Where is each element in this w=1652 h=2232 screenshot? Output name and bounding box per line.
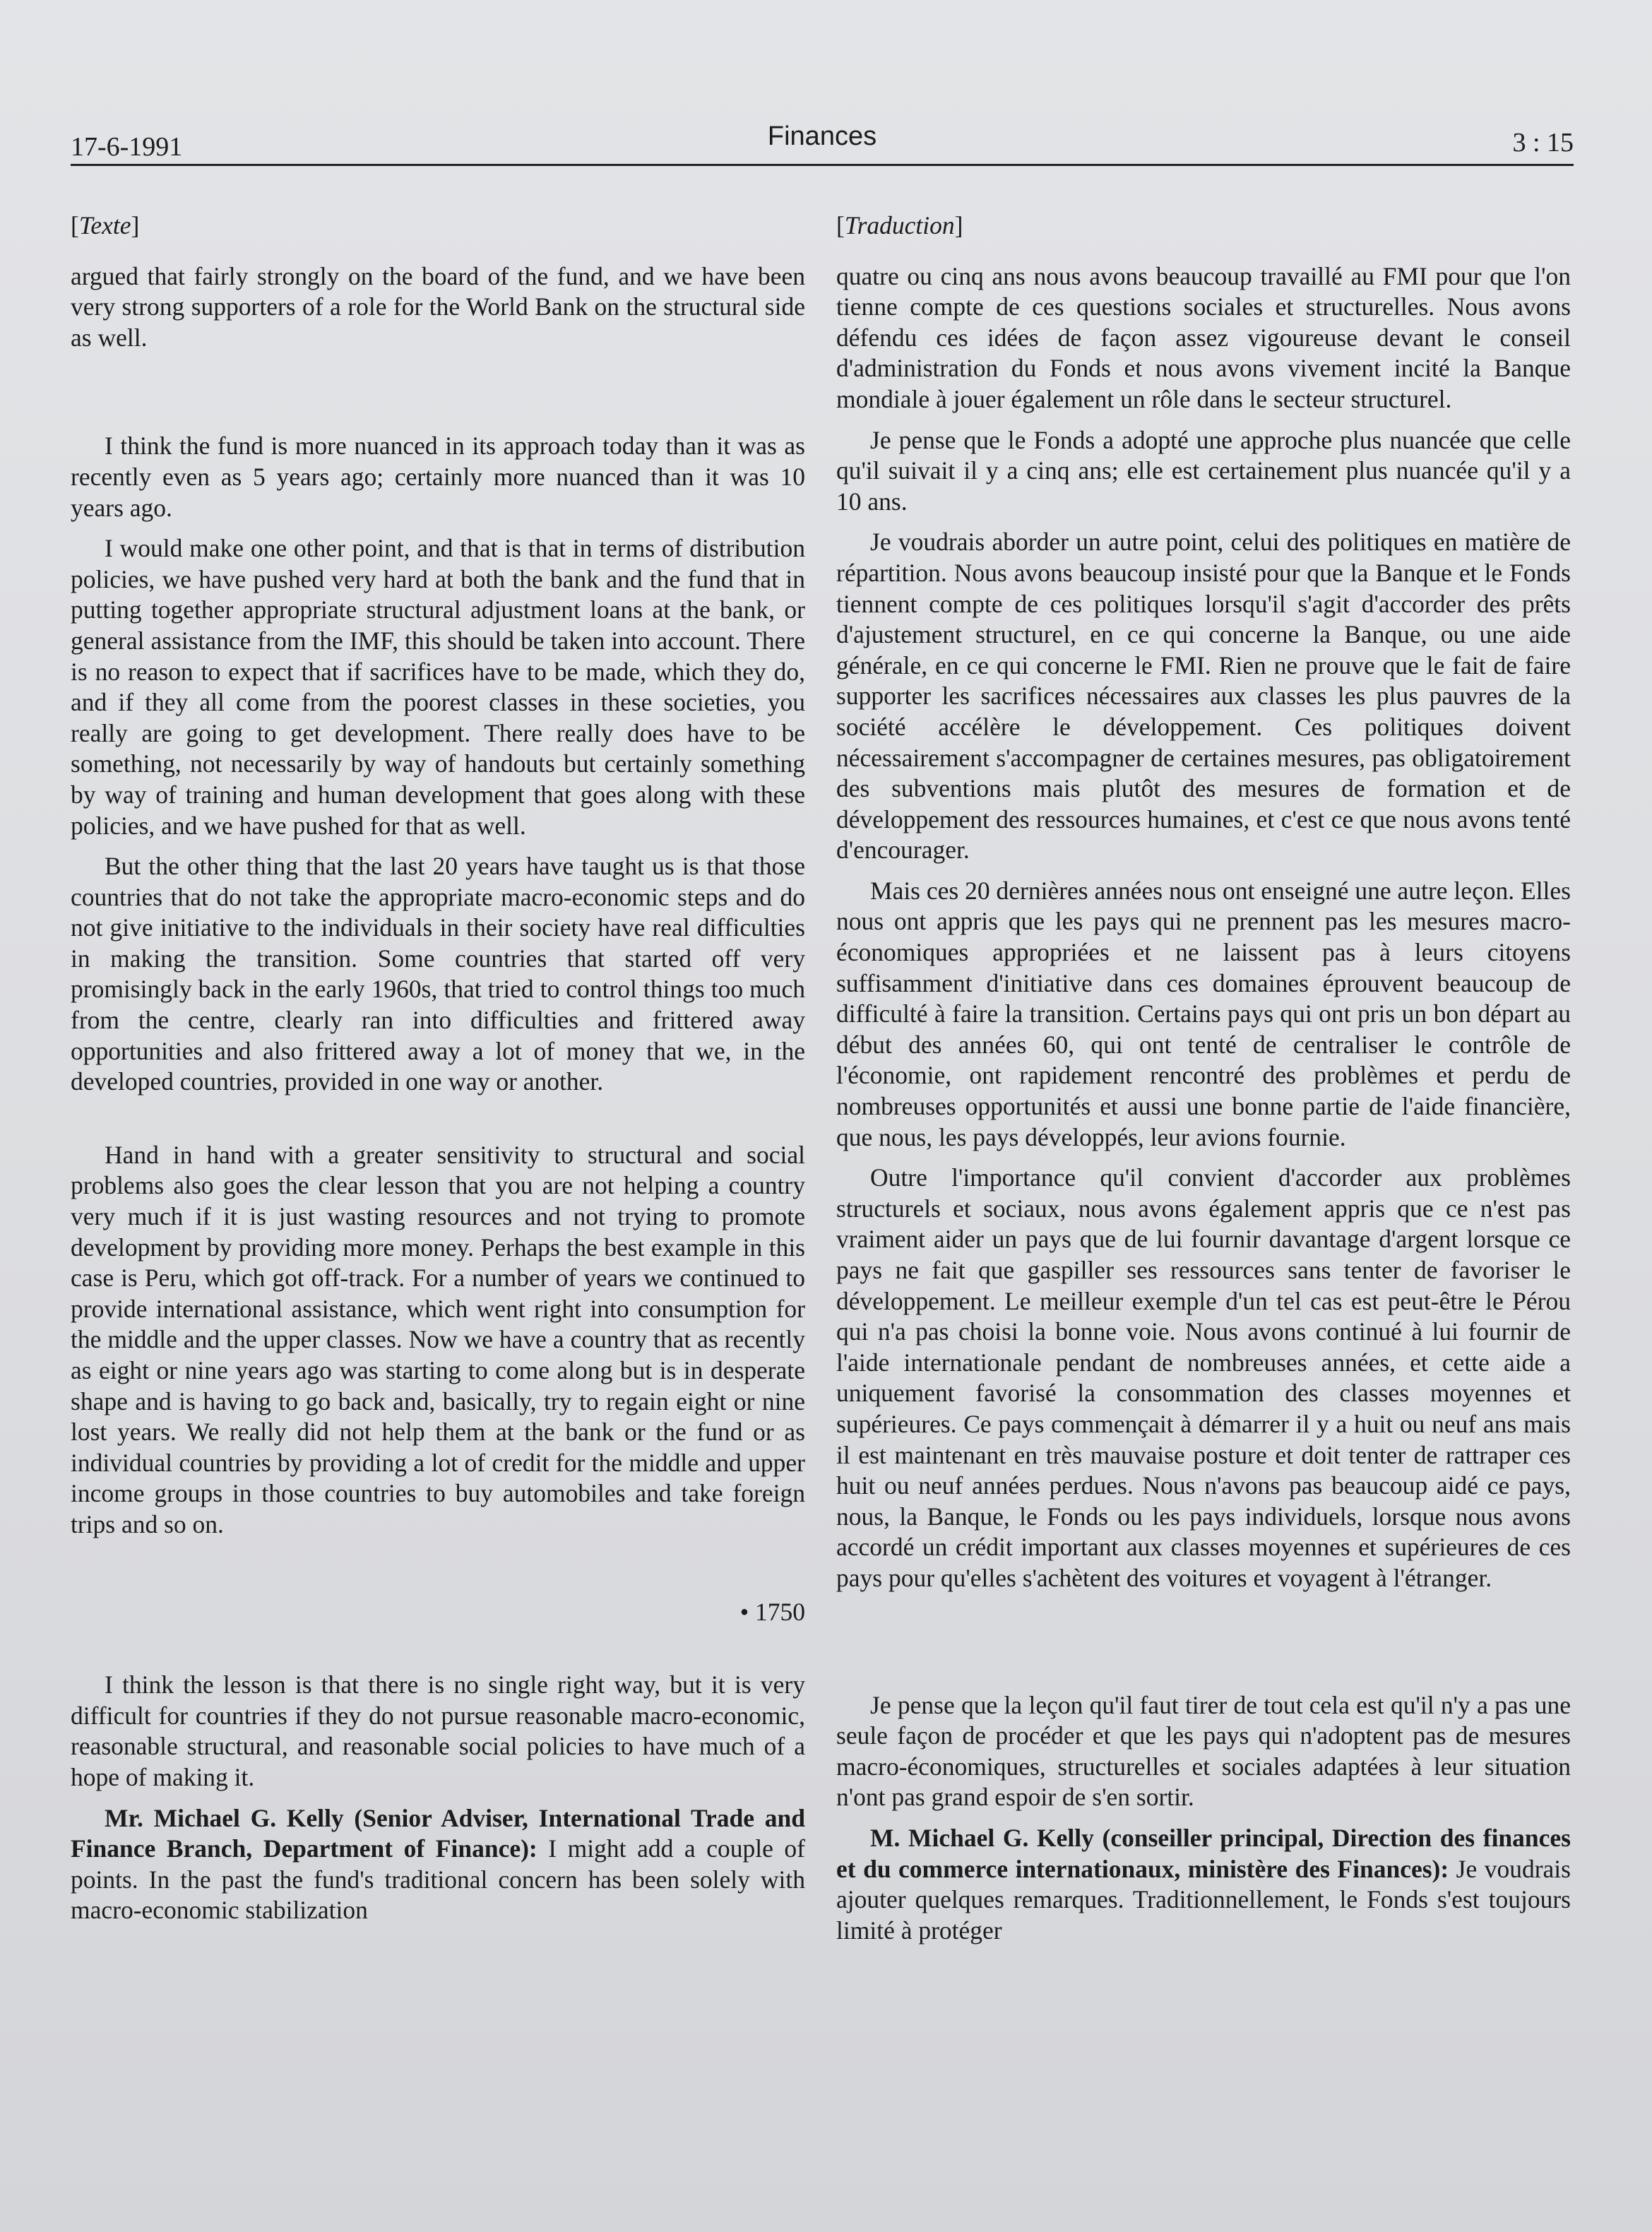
paragraph: Je pense que le Fonds a adopté une approche plus nuancée que celle qu'il suivait il y a cinq ans; elle est certainement plus nuancée qu'il y a 10 ans. (836, 425, 1571, 516)
column-label-traduction: [Traduction] (836, 211, 963, 239)
speaker-paragraph (71, 1803, 805, 1926)
column-label-texte: [Texte] (71, 211, 140, 239)
spacer (71, 1541, 805, 1597)
header-page-number: 3 : 15 (1512, 128, 1574, 158)
paragraph: argued that fairly strongly on the board of the fund, and we have been very strong supporters of a role for the World Bank on the structural side as well. (71, 261, 805, 352)
speaker-name: M. Michael G. Kelly (conseiller principal, Direction des finances et du commerce internationaux, ministère des Finances): (836, 1823, 1571, 1883)
page-header (71, 121, 1574, 166)
paragraph: I would make one other point, and that is that in terms of distribution policies, we have pushed very hard at both the bank and the fund that in putting together appropriate structural adjustment loans at the bank, or general assistance from the IMF, this should be taken into account. There is no reason to expect that if sacrifices have to be made, which they do, and if they all come from the poorest classes in these societies, you really are going to get development. There really does have to be something, not necessarily by way of handouts but certainly something by way of training and human development that goes along with these policies, and we have pushed for that as well. (71, 534, 805, 840)
header-title: Finances (767, 121, 877, 151)
paragraph: Je voudrais aborder un autre point, celui des politiques en matière de répartition. Nous avons beaucoup insisté pour que la Banque et le Fonds tiennent compte de ces politiques lorsqu'il s'agit d'accorder des prêts d'ajustement structurel, en ce qui concerne la Banque, ou une aide générale, en ce qui concerne le FMI. Rien ne prouve que le fait de faire supporter les sacrifices nécessaires aux classes les plus pauvres de la société accélère le développement. Ces politiques doivent nécessairement s'accompagner de certaines mesures, pas obligatoirement des subventions mais plutôt des mesures de formation et de développement des ressources humaines, et c'est ce que nous avons tenté d'encourager. (836, 528, 1571, 865)
time-marker: • 1750 (739, 1597, 805, 1626)
speaker-name: Mr. Michael G. Kelly (Senior Adviser, International Trade and Finance Branch, Department of Finance): (71, 1803, 805, 1863)
spacer (836, 1594, 1571, 1690)
french-column (836, 210, 1571, 1946)
spacer (71, 1098, 805, 1140)
paragraph: Je pense que la leçon qu'il faut tirer de tout cela est qu'il n'y a pas une seule façon de procéder et que les pays qui n'adoptent pas de mesures macro-économiques, structurelles et sociales adaptées à leur situation n'ont pas grand espoir de s'en sortir. (836, 1690, 1571, 1812)
english-column (71, 210, 805, 1926)
paragraph: quatre ou cinq ans nous avons beaucoup travaillé au FMI pour que l'on tienne compte de ces questions sociales et structurelles. Nous avons défendu ces idées de façon assez vigoureuse devant le conseil d'administration du Fonds et nous avons vivement incité la Banque mondiale à jouer également un rôle dans le secteur structurel. (836, 261, 1571, 413)
paragraph: Hand in hand with a greater sensitivity to structural and social problems also goes the clear lesson that you are not helping a country very much if it is just wasting resources and not trying to promote development by providing more money. Perhaps the best example in this case is Peru, which got off-track. For a number of years we continued to provide international assistance, which went right into consumption for the middle and the upper classes. Now we have a country that as recently as eight or nine years ago was starting to come along but is in desperate shape and is having to go back and, basically, try to regain eight or nine lost years. We really did not help them at the bank or the fund or as individual countries by providing a lot of credit for the middle and upper income groups in those countries to buy automobiles and take foreign trips and so on. (71, 1140, 805, 1538)
spacer (71, 353, 805, 431)
speech-text: I might add a couple of points. In the past the fund's traditional concern has been solely with macro-economic stabilization (71, 1834, 805, 1925)
paragraph: But the other thing that the last 20 years have taught us is that those countries that do not take the appropriate macro-economic steps and do not give initiative to the individuals in their society have real difficulties in making the transition. Some countries that started off very promisingly back in the early 1960s, that tried to control things too much from the centre, clearly ran into difficulties and frittered away opportunities and also frittered away a lot of money that we, in the developed countries, provided in one way or another. (71, 852, 805, 1096)
spacer (71, 1627, 805, 1670)
speech-text: Je voudrais ajouter quelques remarques. Traditionnellement, le Fonds s'est toujours limité à protéger (836, 1854, 1571, 1945)
paragraph: I think the lesson is that there is no single right way, but it is very difficult for countries if they do not pursue reasonable macro-economic, reasonable structural, and reasonable social policies to have much of a hope of making it. (71, 1670, 805, 1791)
speaker-paragraph (836, 1823, 1571, 1946)
paragraph: Mais ces 20 dernières années nous ont enseigné une autre leçon. Elles nous ont appris que les pays qui ne prennent pas les mesures macro-économiques appropriées et ne laissent pas à leurs citoyens suffisamment d'initiative dans ces domaines éprouvent beaucoup de difficulté à faire la transition. Certains pays qui ont pris un bon départ au début des années 60, qui ont tenté de centraliser le contrôle de l'économie, ont rapidement rencontré des problèmes et perdu de nombreuses opportunités et aussi une bonne partie de l'aide financière, que nous, les pays développés, leur avions fournie. (836, 876, 1571, 1151)
header-date: 17-6-1991 (71, 132, 183, 162)
paragraph: I think the fund is more nuanced in its approach today than it was as recently even as 5 years ago; certainly more nuanced than it was 10 years ago. (71, 432, 805, 522)
paragraph: Outre l'importance qu'il convient d'accorder aux problèmes structurels et sociaux, nous avons également appris que ce n'est pas vraiment aider un pays que de lui fournir davantage d'argent lorsque ce pays ne fait que gaspiller ses ressources sans tenter de favoriser le développement. Le meilleur exemple d'un tel cas est peut-être le Pérou qui n'a pas choisi la bonne voie. Nous avons continué à lui fournir de l'aide internationale pendant de nombreuses années, et cette aide a uniquement favorisé la consommation des classes moyennes et supérieures. Ce pays commençait à démarrer il y a huit ou neuf ans mais il est maintenant en très mauvaise posture et doit tenter de rattraper ces huit ou neuf années perdues. Nous n'avons pas beaucoup aidé ce pays, nous, la Banque, le Fonds ou les pays individuels, lorsque nous avons accordé un crédit important aux classes moyennes et supérieures de ces pays pour qu'elles s'achètent des voitures et voyagent à l'étranger. (836, 1163, 1571, 1592)
